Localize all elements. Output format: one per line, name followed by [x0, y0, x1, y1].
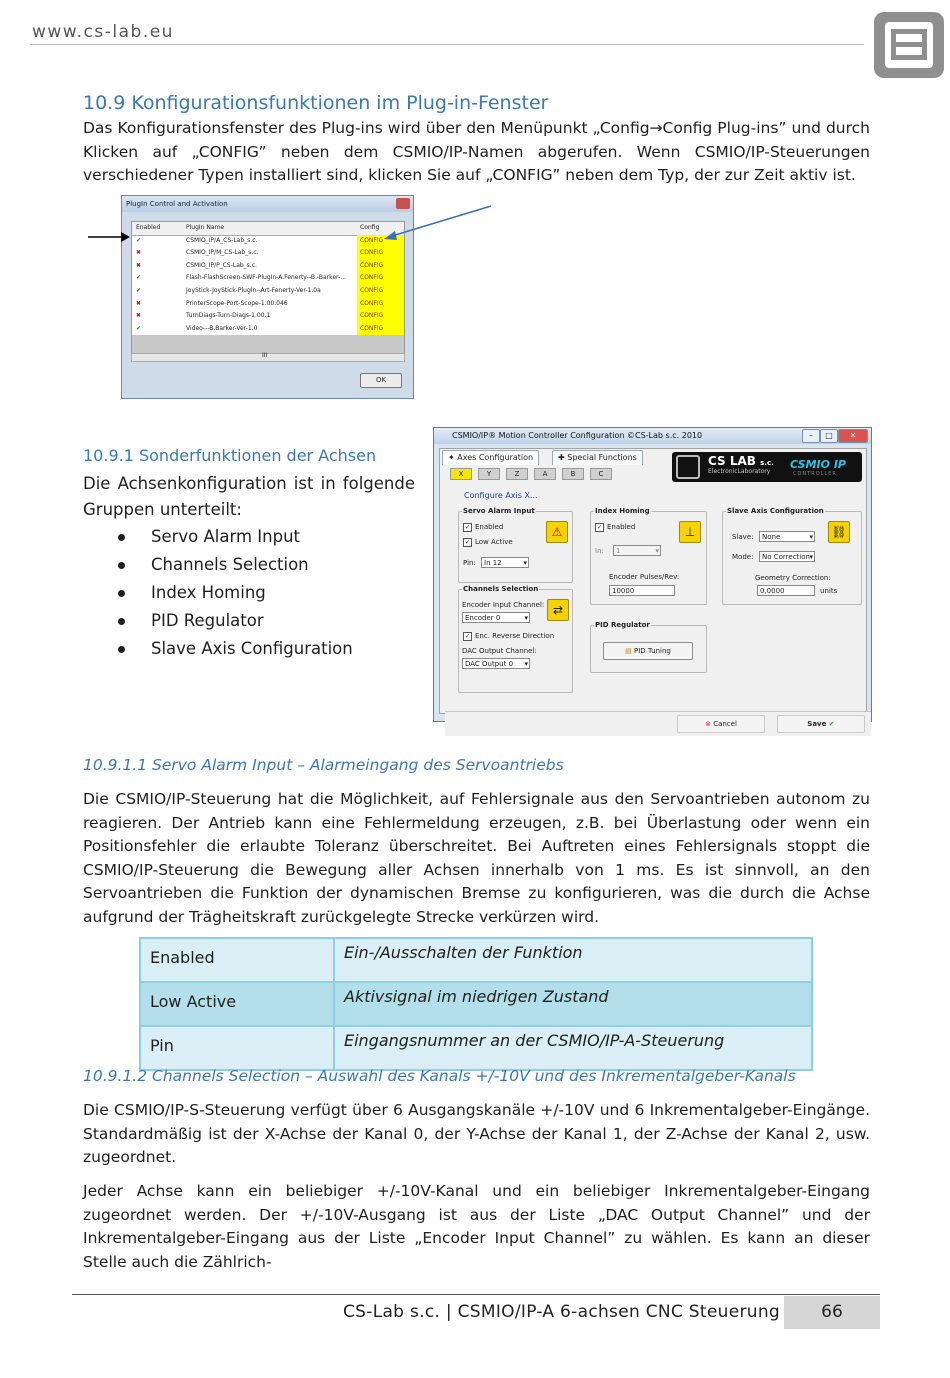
enabled-mark[interactable]: ✖	[136, 261, 142, 269]
config-panel	[439, 448, 867, 728]
index-homing-title: Index Homing	[595, 507, 650, 515]
index-homing-group	[590, 507, 707, 605]
header-rule	[30, 44, 864, 45]
config-button[interactable]: CONFIG	[357, 260, 404, 273]
table-key: Enabled	[140, 938, 334, 982]
encoder-pulses-label: Encoder Pulses/Rev:	[609, 573, 680, 581]
mode-select[interactable]: No Correction ▾	[759, 551, 815, 562]
mode-label: Mode:	[732, 553, 754, 561]
save-check-icon: ✔	[826, 720, 835, 728]
table-key: Low Active	[140, 982, 334, 1026]
plugin-dialog-title: PlugIn Control and Activation	[122, 196, 413, 212]
save-button[interactable]	[777, 715, 865, 733]
encoder-channel-label: Encoder Input Channel:	[462, 601, 545, 609]
enc-reverse-label: Enc. Reverse Direction	[475, 632, 555, 640]
header-url: www.cs-lab.eu	[32, 22, 174, 42]
plugin-dialog	[121, 195, 414, 399]
servo-enabled-checkbox[interactable]: ✓	[464, 524, 471, 531]
slave-axis-title: Slave Axis Configuration	[727, 507, 824, 515]
table-row[interactable]	[132, 247, 404, 260]
table-row	[140, 1026, 812, 1070]
banner-brand: CS LAB s.c.	[708, 454, 774, 468]
enabled-mark[interactable]: ✖	[136, 312, 142, 320]
grid-empty-area	[132, 335, 404, 354]
axis-tab-z[interactable]: Z	[506, 468, 528, 480]
save-label: Save	[807, 720, 827, 728]
list-item: Servo Alarm Input	[118, 523, 353, 551]
axis-tab-a[interactable]: A	[534, 468, 556, 480]
footer-rule	[72, 1294, 880, 1295]
alarm-warning-icon[interactable]: ⚠	[546, 521, 568, 543]
list-item: PID Regulator	[118, 607, 353, 635]
table-value: Aktivsignal im niedrigen Zustand	[334, 982, 812, 1026]
enc-reverse-checkbox[interactable]: ✓	[464, 633, 471, 640]
enabled-mark[interactable]: ✔	[136, 324, 142, 332]
plugin-name: CSMIO_IP/P_CS-Lab_s.c.	[186, 261, 257, 269]
plugin-name: CSMIO_IP/A_CS-Lab_s.c.	[186, 236, 258, 244]
banner-controller: CONTROLLER	[793, 471, 837, 477]
plugin-name: Video---B.Barker-Ver-1.0	[186, 324, 258, 332]
axis-tab-c[interactable]: C	[590, 468, 612, 480]
pid-icon: ▤	[625, 647, 635, 655]
servo-pin-label: Pin:	[463, 559, 476, 567]
servo-alarm-title: Servo Alarm Input	[463, 507, 535, 515]
channels-selection-group	[458, 585, 573, 693]
homing-icon[interactable]: ⊥	[679, 521, 701, 543]
pid-tuning-label: PID Tuning	[634, 647, 671, 655]
col-enabled: Enabled	[136, 224, 161, 231]
scroll-thumb[interactable]: III	[262, 352, 268, 359]
enabled-mark[interactable]: ✖	[136, 299, 142, 307]
table-row[interactable]	[132, 285, 404, 298]
table-row	[140, 982, 812, 1026]
axis-tab-x[interactable]: X	[450, 468, 472, 480]
list-item: Channels Selection	[118, 551, 353, 579]
subsection-intro: Die Achsenkonfiguration ist in folgende Gruppen unterteilt:	[83, 474, 415, 519]
config-button[interactable]: CONFIG	[357, 310, 404, 323]
tab-label: Special Functions	[567, 453, 637, 462]
cancel-button[interactable]	[677, 715, 765, 733]
horizontal-scrollbar[interactable]	[131, 353, 405, 362]
csmio-config-dialog	[433, 427, 872, 728]
maximize-icon[interactable]: □	[820, 429, 838, 443]
table-row[interactable]	[132, 260, 404, 273]
table-value: Ein-/Ausschalten der Funktion	[334, 938, 812, 982]
intro-paragraph: Das Konfigurationsfenster des Plug-ins wird über den Menüpunkt „Config→Config Plug-ins” und durch Klicken auf „CONFIG” neben dem CSMIO/IP-Namen abgerufen. Wenn CSMIO/IP-Steuerungen verschiedener Typen installiert sind, klicken Sie auf „CONFIG” neben dem Typ, der zur Zeit aktiv ist.	[83, 119, 870, 184]
plugin-grid-header	[132, 222, 404, 236]
col-config: Config	[360, 224, 380, 231]
cs-lab-logo-icon	[872, 10, 946, 80]
table-row[interactable]	[132, 310, 404, 323]
axes-tab-icon: ✦	[448, 453, 458, 462]
banner-product: CSMIO IP	[790, 458, 846, 471]
index-in-select[interactable]: 1 ▾	[613, 545, 661, 556]
index-enabled-label: Enabled	[607, 523, 636, 531]
dac-channel-select[interactable]: DAC Output 0 ▾	[462, 658, 530, 669]
table-row	[140, 938, 812, 982]
encoder-pulses-field[interactable]: 10000	[609, 585, 675, 596]
subsection-title: 10.9.1 Sonderfunktionen der Achsen	[83, 446, 377, 465]
servo-enabled-label: Enabled	[475, 523, 504, 531]
col-name: PlugIn Name	[186, 224, 225, 231]
special-tab-icon: ✚	[558, 453, 568, 462]
config-button[interactable]: CONFIG	[357, 272, 404, 285]
cancel-label: Cancel	[713, 720, 737, 728]
list-item: Slave Axis Configuration	[118, 635, 353, 663]
config-button[interactable]: CONFIG	[357, 285, 404, 298]
index-in-label: In:	[595, 547, 604, 555]
channels-paragraph-1: Die CSMIO/IP-S-Steuerung verfügt über 6 Ausgangskanäle +/-10V und 6 Inkrementalgeber-Eingänge. Standardmäßig ist der X-Achse der Kanal 0, der Y-Achse der Kanal 1, der Z-Achse der Kanal 2, usw. zugeordnet.	[83, 1101, 870, 1166]
table-key: Pin	[140, 1026, 334, 1070]
cancel-icon: ⊗	[705, 720, 714, 728]
config-button[interactable]: CONFIG	[357, 235, 404, 248]
geometry-correction-field[interactable]: 0,0000	[757, 585, 815, 596]
enabled-mark[interactable]: ✔	[136, 236, 142, 244]
pid-regulator-title: PID Regulator	[595, 621, 650, 629]
enabled-mark[interactable]: ✔	[136, 274, 142, 282]
link-icon[interactable]: ⛓	[828, 521, 850, 543]
table-row[interactable]	[132, 235, 404, 248]
configure-axis-label: Configure Axis X...	[464, 491, 538, 500]
footer-text: CS-Lab s.c. | CSMIO/IP-A 6-achsen CNC Steuerung	[343, 1302, 780, 1322]
banner-subtitle: ElectronicLaboratory	[708, 468, 771, 475]
cs-lab-banner	[672, 452, 862, 482]
minimize-icon[interactable]: –	[802, 429, 820, 443]
enabled-mark[interactable]: ✔	[136, 287, 142, 294]
channels-selection-title: Channels Selection	[463, 585, 539, 593]
table-row[interactable]	[132, 298, 404, 311]
cs-lab-logo-icon	[676, 455, 700, 479]
close-icon[interactable]	[396, 198, 410, 209]
servo-low-active-label: Low Active	[475, 538, 513, 546]
slave-select[interactable]: None ▾	[759, 531, 815, 542]
units-label: units	[820, 587, 838, 595]
plugin-name: PrinterScope-Port-Scope-1.00.046	[186, 299, 288, 307]
channels-icon[interactable]: ⇄	[547, 599, 569, 621]
servo-alarm-table	[139, 937, 813, 1071]
plugin-name: CSMIO_IP/M_CS-Lab_s.c.	[186, 249, 259, 257]
tab-label: Axes Configuration	[457, 453, 534, 462]
config-button[interactable]: CONFIG	[357, 298, 404, 311]
servo-low-active-checkbox[interactable]: ✓	[464, 539, 471, 546]
config-button[interactable]: CONFIG	[357, 323, 404, 336]
table-row[interactable]	[132, 323, 404, 336]
plugin-name: TurnDiags-Turn-Diags-1.00.1	[186, 312, 271, 320]
channels-selection-heading: 10.9.1.2 Channels Selection – Auswahl des Kanals +/-10V und des Inkrementalgeber-Kanals	[83, 1067, 796, 1085]
servo-alarm-paragraph: Die CSMIO/IP-Steuerung hat die Möglichkeit, auf Fehlersignale aus den Servoantrieben autonom zu reagieren. Der Antrieb kann eine Fehlermeldung erzeugen, z.B. bei Überlastung oder wenn ein Positionsfehler die erlaubte Toleranz überschreitet. Bei Auftreten eines Fehlersignals stoppt die CSMIO/IP-Steuerung die Bewegung aller Achsen innerhalb von 1 ms. Es ist sinnvoll, an den Servoantrieben die Funktion der dynamischen Bremse zu konfigurieren, was die durch die Achse aufgrund der Trägheitskraft zurückgelegte Strecke verkürzen wird.	[83, 790, 870, 926]
plugin-name: JoyStick-JoyStick-PlugIn--Art-Fenerty-Ver-1.0a	[186, 287, 321, 294]
servo-alarm-group	[458, 507, 573, 583]
bullet-list	[118, 523, 353, 663]
tab-axes-configuration[interactable]	[442, 450, 539, 465]
geometry-correction-label: Geometry Correction:	[755, 574, 831, 582]
dac-channel-label: DAC Output Channel:	[462, 647, 537, 655]
list-item: Index Homing	[118, 579, 353, 607]
pid-regulator-group	[590, 621, 707, 673]
servo-alarm-heading: 10.9.1.1 Servo Alarm Input – Alarmeingang des Servoantriebs	[83, 756, 564, 774]
plugin-grid	[131, 221, 405, 355]
table-row[interactable]	[132, 272, 404, 285]
section-title: 10.9 Konfigurationsfunktionen im Plug-in-Fenster	[83, 92, 549, 114]
tab-special-functions[interactable]	[552, 450, 643, 465]
axis-tab-y[interactable]: Y	[478, 468, 500, 480]
csmio-dialog-title: CSMIO/IP® Motion Controller Configuration ©CS-Lab s.c. 2010	[434, 428, 871, 444]
index-enabled-checkbox[interactable]: ✓	[596, 524, 603, 531]
close-icon[interactable]: ✕	[838, 429, 868, 443]
encoder-channel-select[interactable]: Encoder 0 ▾	[462, 612, 530, 623]
enabled-mark[interactable]: ✖	[136, 249, 142, 257]
table-value: Eingangsnummer an der CSMIO/IP-A-Steuerung	[334, 1026, 812, 1070]
pid-tuning-button[interactable]	[603, 642, 693, 660]
config-button[interactable]: CONFIG	[357, 247, 404, 260]
page-number: 66	[784, 1296, 880, 1329]
ok-button[interactable]: OK	[360, 373, 402, 388]
servo-pin-select[interactable]: In 12 ▾	[481, 557, 529, 568]
axis-tab-b[interactable]: B	[562, 468, 584, 480]
channels-paragraph-2: Jeder Achse kann ein beliebiger +/-10V-Kanal und ein beliebiger Inkrementalgeber-Eingang zugeordnet werden. Der +/-10V-Ausgang ist aus der Liste „DAC Output Channel” und der Inkrementalgeber-Eingang aus der Liste „Encoder Input Channel” zu wählen. Es kann an dieser Stelle auch die Zählrich-	[83, 1182, 870, 1271]
dialog-footer	[445, 711, 871, 736]
slave-label: Slave:	[732, 533, 754, 541]
slave-axis-group	[722, 507, 862, 605]
plugin-name: Flash-FlashScreen-SWF-PlugIn-A.Fenerty--B.-Barker-...	[186, 274, 347, 282]
